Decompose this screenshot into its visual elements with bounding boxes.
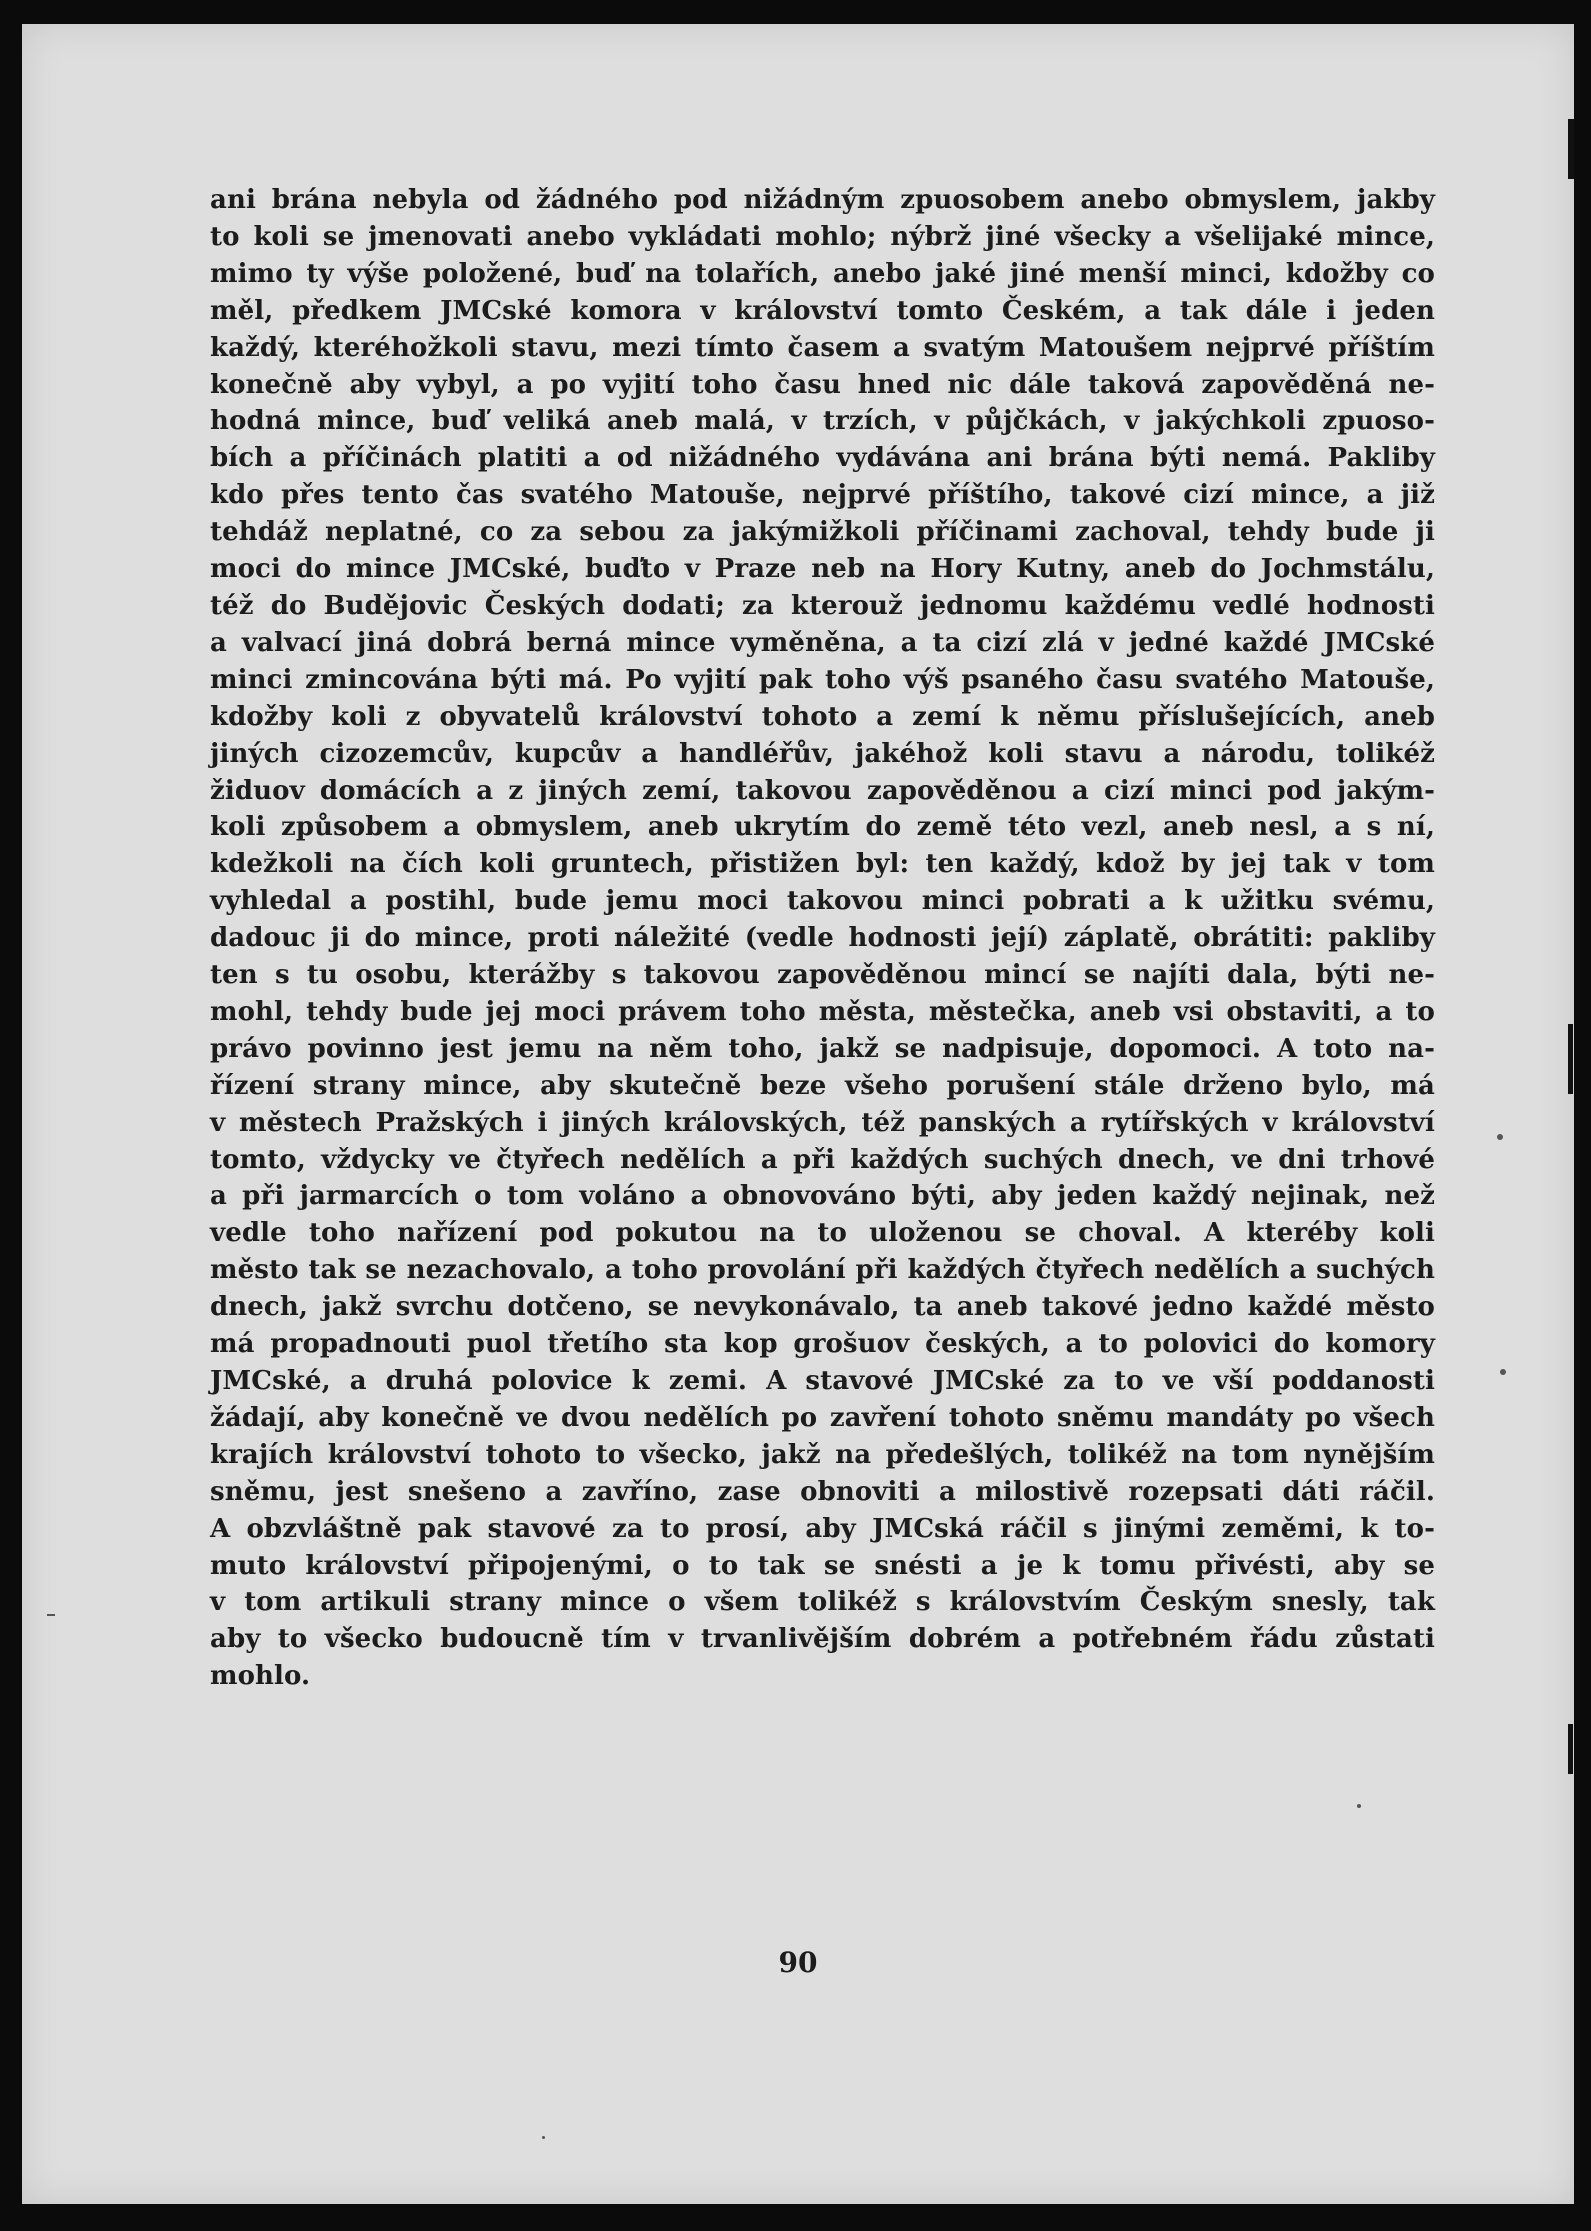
text-line: kdo přes tento čas svatého Matouše, nejprvé příštího, takové cizí mince, a již — [210, 480, 1435, 511]
scan-speck — [47, 1614, 55, 1616]
text-line: řízení strany mince, aby skutečně beze všeho porušení stále drženo bylo, má — [210, 1070, 1435, 1101]
text-line: též do Budějovic Českých dodati; za kterouž jednomu každému vedlé hodnosti — [210, 590, 1435, 621]
text-line: v městech Pražských i jiných královských, též panských a rytířských v království — [210, 1107, 1435, 1138]
scan-speck — [1497, 1134, 1503, 1140]
text-line: každý, kteréhožkoli stavu, mezi tímto časem a svatým Matoušem nejprvé příštím — [210, 332, 1435, 363]
text-line: mohlo. — [210, 1661, 311, 1692]
body-text — [210, 182, 1435, 1695]
text-line: jiných cizozemcův, kupcův a handléřův, jakéhož koli stavu a národu, tolikéž — [210, 738, 1435, 769]
text-line: kdežkoli na čích koli gruntech, přistižen byl: ten každý, kdož by jej tak v tom — [210, 849, 1435, 880]
text-line: aby to všecko budoucně tím v trvanlivějším dobrém a potřebném řádu zůstati — [210, 1624, 1435, 1655]
text-line: žádají, aby konečně ve dvou nedělích po zavření tohoto sněmu mandáty po všech — [210, 1402, 1435, 1433]
text-line: konečně aby vybyl, a po vyjití toho času hned nic dále taková zapověděná ne- — [210, 369, 1435, 400]
text-line: vedle toho nařízení pod pokutou na to uloženou se choval. A kteréby koli — [210, 1218, 1435, 1249]
text-line: mohl, tehdy bude jej moci právem toho města, městečka, aneb vsi obstaviti, a to — [210, 996, 1435, 1027]
text-line: ani brána nebyla od žádného pod nižádným zpuosobem anebo obmyslem, jakby — [210, 185, 1435, 215]
scan-edge-mark — [1568, 1724, 1573, 1774]
text-line: mimo ty výše položené, buď na tolařích, anebo jaké jiné menší minci, kdožby co — [210, 258, 1435, 289]
text-line: ten s tu osobu, kterážby s takovou zapověděnou mincí se najíti dala, býti ne- — [210, 960, 1435, 991]
text-line: dnech, jakž svrchu dotčeno, se nevykonávalo, ta aneb takové jedno každé město — [210, 1292, 1435, 1323]
text-line: v tom artikuli strany mince o všem tolikéž s královstvím Českým snesly, tak — [210, 1587, 1435, 1618]
page-number: 90 — [778, 1946, 818, 1979]
text-line: kdožby koli z obyvatelů království tohoto a zemí k němu příslušejících, aneb — [210, 701, 1435, 732]
text-line: JMCské, a druhá polovice k zemi. A stavové JMCské za to ve vší poddanosti — [210, 1366, 1435, 1396]
text-line: minci zmincována býti má. Po vyjití pak toho výš psaného času svatého Matouše, — [210, 664, 1435, 695]
text-line: A obzvláštně pak stavové za to prosí, aby JMCská ráčil s jinými zeměmi, k to- — [210, 1513, 1435, 1544]
text-line: to koli se jmenovati anebo vykládati mohlo; nýbrž jiné všecky a všelijaké mince, — [210, 221, 1435, 252]
text-line: a při jarmarcích o tom voláno a obnovováno býti, aby jeden každý nejinak, než — [210, 1181, 1435, 1212]
text-line: a valvací jiná dobrá berná mince vyměněna, a ta cizí zlá v jedné každé JMCské — [210, 627, 1435, 658]
scan-speck — [542, 2136, 545, 2139]
text-line: město tak se nezachovalo, a toho provolání při každých čtyřech nedělích a suchých — [210, 1255, 1435, 1286]
scan-speck — [1357, 1804, 1361, 1808]
text-line: má propadnouti puol třetího sta kop grošuov českých, a to polovici do komory — [210, 1329, 1435, 1360]
text-line: měl, předkem JMCské komora v království tomto Českém, a tak dále i jeden — [210, 295, 1435, 326]
text-line: moci do mince JMCské, buďto v Praze neb na Hory Kutny, aneb do Jochmstálu, — [210, 554, 1435, 585]
text-line: bích a příčinách platiti a od nižádného vydávána ani brána býti nemá. Pakliby — [210, 443, 1435, 474]
text-line: hodná mince, buď veliká aneb malá, v trzích, v půjčkách, v jakýchkoli zpuoso- — [210, 406, 1435, 437]
text-line: koli způsobem a obmyslem, aneb ukrytím do země této vezl, aneb nesl, a s ní, — [210, 812, 1435, 843]
scan-edge-mark — [1568, 119, 1574, 179]
scan-speck — [1500, 1369, 1506, 1375]
book-page — [22, 24, 1574, 2204]
text-line: židuov domácích a z jiných zemí, takovou zapověděnou a cizí minci pod jakým- — [210, 775, 1435, 806]
scan-edge-mark — [1568, 1024, 1573, 1094]
text-line: vyhledal a postihl, bude jemu moci takovou minci pobrati a k užitku svému, — [210, 886, 1435, 917]
text-line: muto království připojenými, o to tak se snésti a je k tomu přivésti, aby se — [210, 1550, 1435, 1581]
text-line: dadouc ji do mince, proti náležité (vedle hodnosti její) záplatě, obrátiti: pakliby — [210, 923, 1435, 954]
text-line: krajích království tohoto to všecko, jakž na předešlých, tolikéž na tom nynějším — [210, 1439, 1435, 1470]
text-line: sněmu, jest snešeno a zavříno, zase obnoviti a milostivě rozepsati dáti ráčil. — [210, 1476, 1435, 1507]
text-line: právo povinno jest jemu na něm toho, jakž se nadpisuje, dopomoci. A toto na- — [210, 1033, 1435, 1064]
text-line: tehdáž neplatné, co za sebou za jakýmižkoli příčinami zachoval, tehdy bude ji — [210, 517, 1435, 548]
text-line: tomto, vždycky ve čtyřech nedělích a při každých suchých dnech, ve dni trhové — [210, 1144, 1435, 1175]
